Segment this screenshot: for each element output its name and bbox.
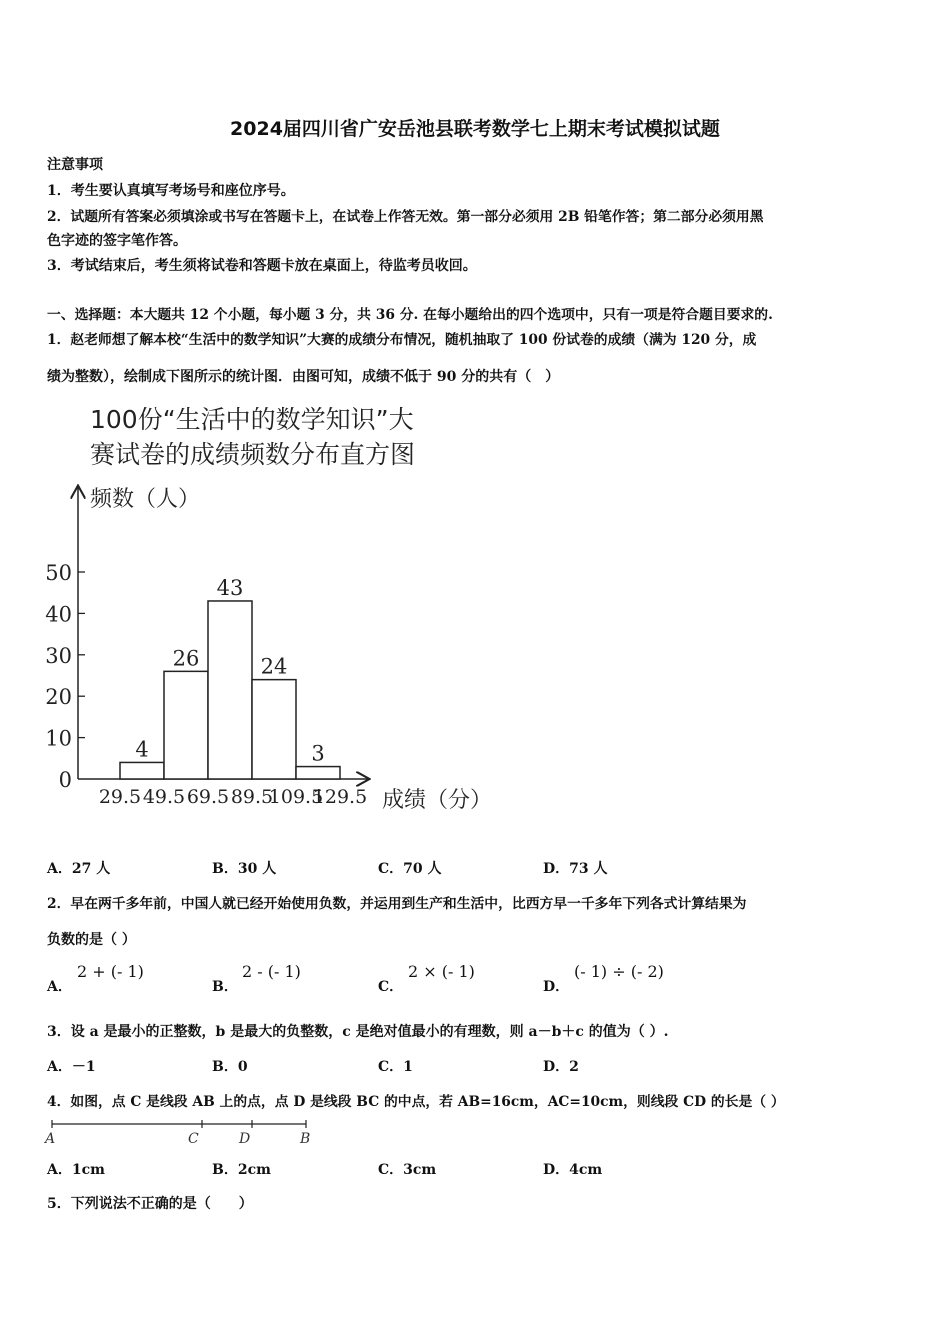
q1-option-d[interactable]: D．73 人 xyxy=(543,861,608,877)
q2-option-a[interactable]: A． xyxy=(47,979,72,995)
q4-option-a[interactable]: A．1cm xyxy=(47,1162,105,1178)
chart-title-line1: 100份“生活中的数学知识”大 xyxy=(90,405,414,434)
q2-expr-b: 2 - (- 1) xyxy=(242,962,301,981)
point-a-label: A xyxy=(45,1131,56,1147)
section-heading: 一、选择题：本大题共 12 个小题，每小题 3 分，共 36 分. 在每小题给出的四个选项中，只有一项是符合题目要求的. xyxy=(47,307,773,323)
histogram-bar xyxy=(164,671,208,779)
notice-item: 2．试题所有答案必须填涂或书写在答题卡上，在试卷上作答无效。第一部分必须用 2B 铅笔作答；第二部分必须用黑 xyxy=(47,209,764,225)
q2-expr-d: (- 1) ÷ (- 2) xyxy=(574,962,664,981)
question-2-line2: 负数的是（ ） xyxy=(47,932,136,948)
q3-option-d[interactable]: D．2 xyxy=(543,1059,579,1075)
x-tick-label: 69.5 xyxy=(186,786,230,808)
x-tick-label: 129.5 xyxy=(312,786,368,808)
x-axis-label: 成绩（分） xyxy=(382,788,493,813)
x-tick-label: 29.5 xyxy=(98,786,142,808)
q4-option-b[interactable]: B．2cm xyxy=(212,1162,271,1178)
q1-option-c[interactable]: C．70 人 xyxy=(378,861,442,877)
y-tick-label: 10 xyxy=(45,726,72,751)
question-1-line1: 1．赵老师想了解本校“生活中的数学知识”大赛的成绩分布情况，随机抽取了 100 份试卷的成绩（满为 120 分，成 xyxy=(47,332,757,348)
histogram-chart xyxy=(40,395,520,825)
q2-option-d[interactable]: D． xyxy=(543,979,570,995)
question-1-line2: 绩为整数），绘制成下图所示的统计图．由图可知，成绩不低于 90 分的共有（ ） xyxy=(47,369,560,385)
bar-value-label: 3 xyxy=(311,741,325,766)
q4-option-c[interactable]: C．3cm xyxy=(378,1162,437,1178)
q1-option-b[interactable]: B．30 人 xyxy=(212,861,277,877)
y-tick-label: 20 xyxy=(45,685,72,710)
q2-expr-c: 2 × (- 1) xyxy=(408,962,475,981)
histogram-bar xyxy=(252,680,296,779)
x-tick-label: 109.5 xyxy=(268,786,324,808)
y-axis-label: 频数（人） xyxy=(90,487,201,512)
bar-value-label: 24 xyxy=(260,654,288,679)
question-3-stem: 3．设 a 是最小的正整数，b 是最大的负整数，c 是绝对值最小的有理数，则 a－b＋c 的值为（ ）. xyxy=(47,1024,669,1040)
y-tick-label: 0 xyxy=(58,768,72,792)
y-tick-label: 40 xyxy=(45,602,72,627)
question-5-stem: 5．下列说法不正确的是（ ） xyxy=(47,1196,253,1212)
segment-diagram xyxy=(42,1116,332,1148)
histogram-bar xyxy=(296,767,340,779)
notice-heading: 注意事项 xyxy=(47,157,103,173)
q2-expr-a: 2 + (- 1) xyxy=(77,962,144,981)
notice-item: 1．考生要认真填写考场号和座位序号。 xyxy=(47,183,295,199)
y-tick-label: 50 xyxy=(45,561,72,585)
question-4-stem: 4．如图，点 C 是线段 AB 上的点，点 D 是线段 BC 的中点，若 AB=16cm，AC=10cm，则线段 CD 的长是（ ） xyxy=(47,1094,785,1110)
q4-option-d[interactable]: D．4cm xyxy=(543,1162,603,1178)
notice-item: 色字迹的签字笔作答。 xyxy=(47,233,187,249)
q2-option-c[interactable]: C． xyxy=(378,979,404,995)
bar-value-label: 43 xyxy=(216,575,244,600)
q1-option-a[interactable]: A．27 人 xyxy=(47,861,111,877)
notice-item: 3．考试结束后，考生须将试卷和答题卡放在桌面上，待监考员收回。 xyxy=(47,258,477,274)
question-2-line1: 2．早在两千多年前，中国人就已经开始使用负数，并运用到生产和生活中，比西方早一千多年下列各式计算结果为 xyxy=(47,896,747,912)
point-d-label: D xyxy=(239,1131,251,1147)
chart-title-line2: 赛试卷的成绩频数分布直方图 xyxy=(90,440,416,469)
q2-option-b[interactable]: B． xyxy=(212,979,238,995)
bar-value-label: 4 xyxy=(135,737,149,762)
q3-option-c[interactable]: C．1 xyxy=(378,1059,413,1075)
bar-value-label: 26 xyxy=(172,646,200,671)
q3-option-b[interactable]: B．0 xyxy=(212,1059,248,1075)
point-b-label: B xyxy=(300,1131,311,1147)
x-tick-label: 49.5 xyxy=(142,786,186,808)
y-tick-label: 30 xyxy=(45,643,72,668)
histogram-bar xyxy=(120,762,164,779)
page-title: 2024届四川省广安岳池县联考数学七上期末考试模拟试题 xyxy=(230,118,720,140)
x-tick-label: 89.5 xyxy=(230,786,274,808)
point-c-label: C xyxy=(188,1131,199,1147)
q3-option-a[interactable]: A．－1 xyxy=(47,1059,96,1075)
histogram-bar xyxy=(208,601,252,779)
